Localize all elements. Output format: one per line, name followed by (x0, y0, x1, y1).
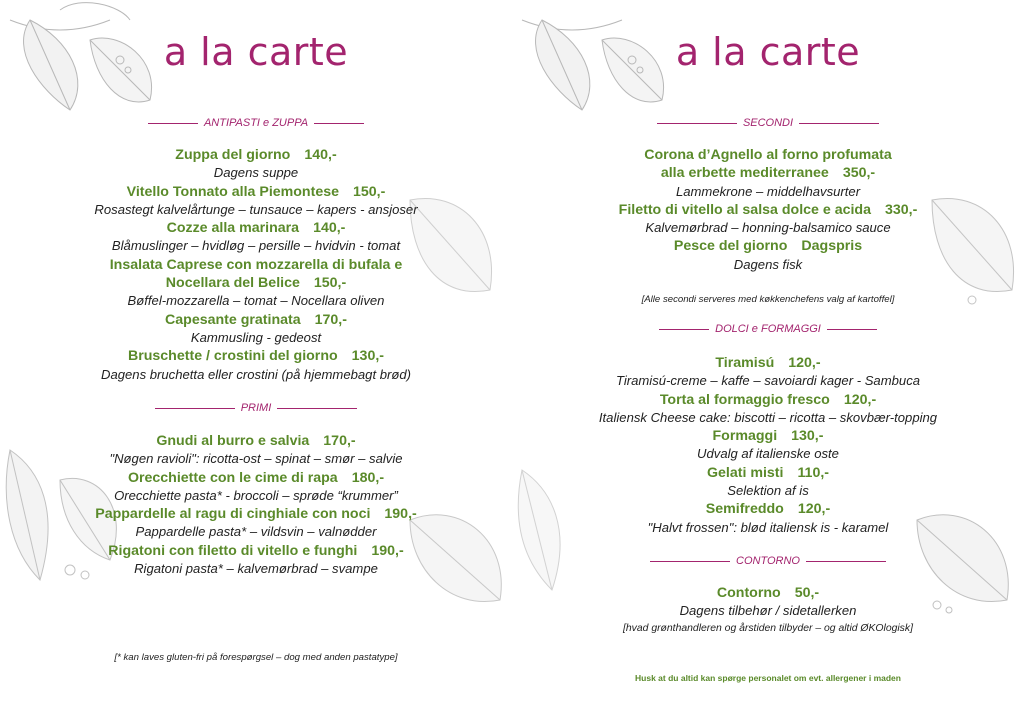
dish-description: Pappardelle pasta* – vildsvin – valnødder (135, 524, 377, 540)
dish-name: Rigatoni con filetto di vitello e funghi 190,- (108, 542, 404, 559)
menu-item (0, 183, 512, 220)
dish-description: Dagens fisk (733, 256, 803, 272)
section-header-primi (0, 402, 512, 414)
dish-price: 190,- (371, 542, 404, 559)
menu-page-right (512, 0, 1024, 724)
dish-name: Zuppa del giorno 140,- (175, 147, 337, 163)
dish-name: Semifreddo 120,- (705, 501, 831, 518)
divider (799, 123, 879, 124)
dish-price: 130,- (791, 428, 824, 445)
dish-price: 120,- (797, 501, 831, 518)
section-label: PRIMI (240, 402, 272, 414)
dish-description: "Nøgen ravioli": ricotta-ost – spinat – smør – salvie (109, 451, 403, 467)
menu-item (0, 311, 512, 348)
section-label: CONTORNO (736, 555, 800, 567)
menu-item (0, 542, 512, 579)
dish-price: 170,- (323, 433, 356, 449)
dish-description: Italiensk Cheese cake: biscotti – ricotta – skovbær-topping (598, 409, 938, 425)
dish-name: Nocellara del Belice 150,- (165, 275, 347, 292)
dish-price: 150,- (353, 183, 386, 200)
divider (277, 408, 357, 409)
dish-name: Bruschette / crostini del giorno 130,- (127, 348, 385, 365)
divider (657, 123, 737, 124)
dish-name: Corona d’Agnello al forno profumata (644, 147, 892, 163)
dish-price: 170,- (314, 311, 347, 328)
dish-price: 130,- (351, 348, 385, 365)
dish-name: Cozze alla marinara 140,- (166, 220, 346, 237)
section-antipasti (0, 146, 512, 384)
menu-item (0, 469, 512, 506)
dish-description: Rosastegt kalvelårtunge – tunsauce – kapers - ansjoser (94, 201, 418, 217)
section-label: SECONDI (742, 117, 794, 129)
menu-item (512, 354, 1024, 391)
dish-price: 180,- (351, 469, 385, 486)
menu-item (512, 584, 1024, 621)
menu-item (0, 347, 512, 384)
section-primi (0, 432, 512, 578)
menu-title: a la carte (163, 30, 349, 74)
divider (148, 123, 198, 124)
menu-item (0, 219, 512, 256)
dish-description: Dagens tilbehør / sidetallerken (679, 603, 857, 619)
dish-name: Gnudi al burro e salvia 170,- (156, 433, 356, 449)
dish-description: Dagens suppe (213, 165, 299, 181)
dish-name: Pesce del giorno Dagspris (673, 238, 863, 255)
dish-name: Filetto di vitello al salsa dolce e acida 330,- (618, 201, 918, 218)
section-dolci (512, 354, 1024, 537)
dish-description: Kammusling - gedeost (190, 329, 322, 345)
dish-price: 140,- (313, 220, 346, 237)
dish-price: Dagspris (801, 238, 863, 255)
dish-price: 120,- (843, 391, 877, 408)
dish-description: Udvalg af italienske oste (697, 446, 839, 462)
dish-description: Lammekrone – middelhavsurter (675, 183, 861, 199)
dish-name: Formaggi 130,- (712, 428, 824, 445)
menu-item (0, 432, 512, 469)
dish-name: Gelati misti 110,- (706, 464, 830, 481)
menu-title: a la carte (675, 30, 861, 74)
divider (650, 561, 730, 562)
section-header-secondi (512, 117, 1024, 129)
divider (314, 123, 364, 124)
dish-description: Selektion af is (727, 483, 809, 499)
divider (659, 329, 709, 330)
dish-price: 50,- (794, 585, 820, 601)
dish-name: Tiramisú 120,- (715, 355, 821, 371)
dish-name: Contorno 50,- (716, 585, 820, 601)
section-header-antipasti (0, 117, 512, 129)
dish-name: Torta al formaggio fresco 120,- (659, 391, 877, 408)
menu-item (512, 391, 1024, 428)
menu-item (512, 237, 1024, 274)
menu-item (0, 505, 512, 542)
menu-item (512, 427, 1024, 464)
dish-price: 350,- (842, 165, 876, 182)
gluten-free-footnote: [* kan laves gluten-fri på forespørgsel – dog med anden pastatype] (114, 652, 398, 663)
section-label: DOLCI e FORMAGGI (715, 323, 821, 335)
dish-name: Pappardelle al ragu di cinghiale con noci 190,- (95, 506, 417, 523)
dish-price: 330,- (884, 201, 918, 218)
menu-item (512, 464, 1024, 501)
section-contorno (512, 584, 1024, 621)
dish-description: Dagens bruchetta eller crostini (på hjemmebagt brød) (100, 366, 412, 382)
dish-name: Orecchiette con le cime di rapa 180,- (127, 469, 385, 486)
menu-item (0, 256, 512, 311)
allergen-footer: Husk at du altid kan spørge personalet om evt. allergener i maden (635, 673, 901, 683)
dish-description: "Halvt frossen": blød italiensk is - karamel (647, 519, 889, 535)
divider (155, 408, 235, 409)
dish-description: Tiramisú-creme – kaffe – savoiardi kager - Sambuca (615, 373, 921, 389)
dish-description: Bøffel-mozzarella – tomat – Nocellara oliven (127, 293, 385, 309)
dish-name: Insalata Caprese con mozzarella di bufala e (109, 256, 403, 273)
menu-item (512, 500, 1024, 537)
section-secondi (512, 146, 1024, 274)
menu-item (512, 146, 1024, 201)
dish-price: 110,- (797, 464, 830, 481)
section-header-contorno (512, 555, 1024, 567)
divider (806, 561, 886, 562)
dish-description: Kalvemørbrad – honning-balsamico sauce (645, 220, 891, 236)
dish-name: Capesante gratinata 170,- (165, 311, 347, 328)
dish-price: 150,- (313, 275, 347, 292)
dish-name: alla erbette mediterranee 350,- (660, 165, 876, 182)
secondi-note: [Alle secondi serveres med køkkenchefens valg af kartoffel] (641, 294, 895, 305)
dish-name: Vitello Tonnato alla Piemontese 150,- (126, 183, 386, 200)
menu-item (512, 201, 1024, 238)
dish-price: 190,- (384, 506, 417, 523)
dish-description: Rigatoni pasta* – kalvemørbrad – svampe (134, 561, 378, 577)
section-label: ANTIPASTI e ZUPPA (203, 117, 309, 129)
section-header-dolci (512, 323, 1024, 335)
dish-description: Blåmuslinger – hvidløg – persille – hvidvin - tomat (111, 238, 401, 254)
dish-price: 140,- (304, 147, 337, 163)
divider (827, 329, 877, 330)
dish-description: Orecchiette pasta* - broccoli – sprøde “krummer” (114, 487, 398, 503)
menu-item (0, 146, 512, 183)
contorno-note: [hvad grønthandleren og årstiden tilbyder – og altid ØKOlogisk] (623, 623, 913, 634)
dish-price: 120,- (788, 355, 821, 371)
